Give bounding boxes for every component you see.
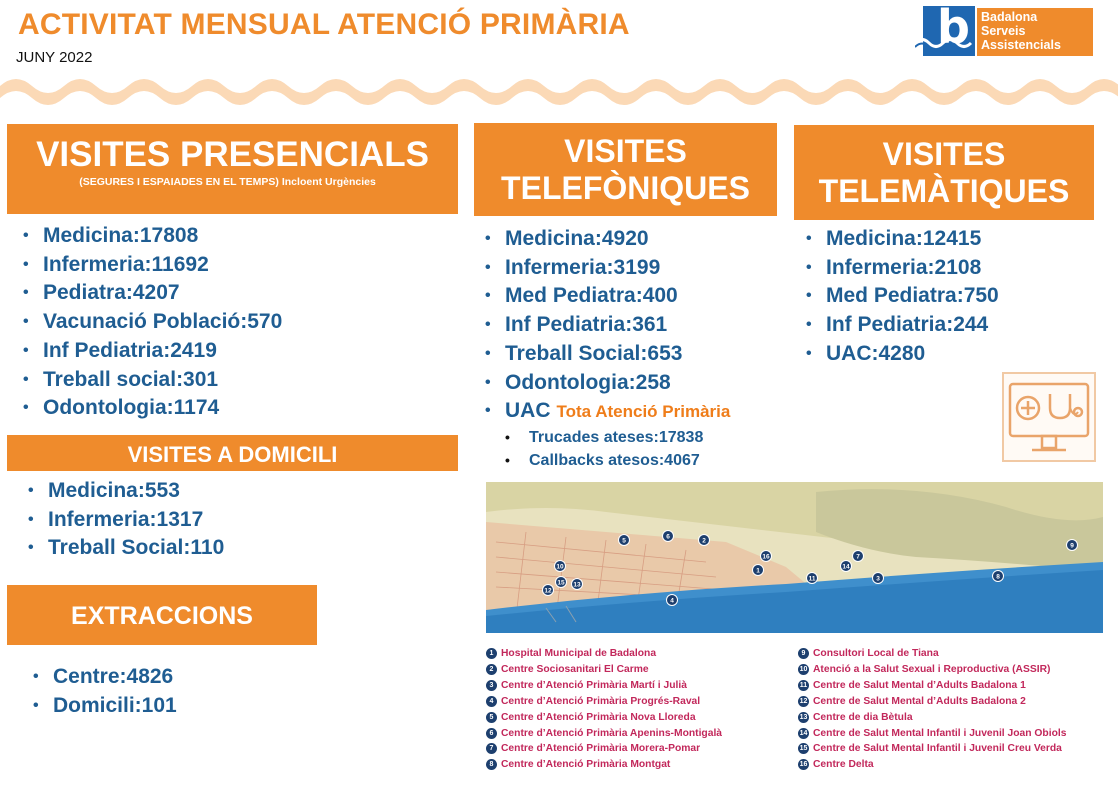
list-item: • Infermeria:11692 (23, 251, 282, 280)
map-marker (619, 535, 630, 546)
svg-text:9: 9 (1070, 542, 1074, 550)
telematiques-list (806, 225, 999, 369)
list-item: • Medicina:553 (28, 477, 224, 506)
presencials-header (7, 124, 458, 214)
legend-label: Centre d’Atenció Primària Apenins-Montigalà (501, 727, 723, 739)
legend-item (486, 646, 722, 662)
svg-text:6: 6 (666, 533, 670, 541)
legend-item (486, 741, 722, 757)
decorative-wave (0, 72, 1118, 106)
svg-text:2: 2 (702, 537, 706, 545)
legend-label: Centre d’Atenció Primària Montgat (501, 759, 671, 771)
map-marker (555, 561, 566, 572)
svg-text:15: 15 (557, 579, 565, 587)
logo-line: Assistencials (981, 38, 1061, 52)
legend-number-badge: 11 (799, 681, 808, 689)
map-marker (543, 585, 554, 596)
legend-item (486, 726, 722, 742)
map-marker (761, 551, 772, 562)
svg-text:1: 1 (756, 567, 760, 575)
list-item: • Odontologia:258 (485, 369, 730, 398)
legend-item (798, 662, 1066, 678)
presencials-note: (SEGURES I ESPAIADES EN EL TEMPS) Incloent Urgències (79, 176, 376, 188)
map-marker (841, 561, 852, 572)
legend-item (486, 678, 722, 694)
map-marker (873, 573, 884, 584)
legend-item (798, 741, 1066, 757)
legend-label: Centre de Salut Mental Infantil i Juvenil Joan Obiols (813, 727, 1067, 739)
legend-number-badge: 4 (486, 696, 497, 707)
map-marker (807, 573, 818, 584)
svg-text:13: 13 (573, 581, 581, 589)
legend-item (486, 662, 722, 678)
svg-text:4: 4 (670, 597, 674, 605)
legend-number-badge: 3 (486, 680, 497, 691)
map-marker (993, 571, 1004, 582)
legend-item (486, 710, 722, 726)
extraccions-header: EXTRACCIONS (7, 585, 317, 645)
list-item: • Pediatra:4207 (23, 279, 282, 308)
svg-text:11: 11 (808, 575, 816, 583)
uac-sublist (505, 426, 703, 472)
legend-number-badge: 12 (799, 697, 808, 705)
list-item: • Medicina:4920 (485, 225, 730, 254)
page-subtitle: JUNY 2022 (16, 49, 93, 66)
legend-label: Centre d’Atenció Primària Nova Lloreda (501, 711, 696, 723)
presencials-list (23, 222, 282, 423)
list-item: • Medicina:17808 (23, 222, 282, 251)
logo-text (977, 8, 1093, 56)
legend-item (798, 710, 1066, 726)
legend-label: Centre de Salut Mental Infantil i Juvenil Creu Verda (813, 743, 1062, 755)
legend-item (798, 757, 1066, 773)
legend-number-badge: 2 (486, 664, 497, 675)
svg-text:12: 12 (544, 587, 552, 595)
legend-item (486, 694, 722, 710)
list-item: • Callbacks atesos:4067 (505, 449, 703, 472)
list-item: • Vacunació Població:570 (23, 308, 282, 337)
map-marker (572, 579, 583, 590)
legend-label: Consultori Local de Tiana (813, 648, 939, 659)
list-item: • Med Pediatra:750 (806, 282, 999, 311)
legend-item (798, 726, 1066, 742)
list-item-uac (485, 397, 730, 427)
logo-waves-icon (915, 36, 975, 50)
map-marker (1067, 540, 1078, 551)
list-item: • Infermeria:2108 (806, 254, 999, 283)
legend-number-badge: 13 (799, 713, 808, 721)
telehealth-monitor-icon (1002, 372, 1096, 462)
map-marker (667, 595, 678, 606)
legend-label: Atenció a la Salut Sexual i Reproductiva (ASSIR) (813, 663, 1051, 675)
uac-extra: Tota Atenció Primària (556, 402, 731, 422)
list-item: • Inf Pediatria:361 (485, 311, 730, 340)
badalona-map (486, 482, 1103, 633)
svg-text:5: 5 (622, 537, 626, 545)
logo-letter: b (937, 0, 970, 54)
map-marker (556, 577, 567, 588)
telematiques-title-line1: VISITES (882, 136, 1006, 172)
badalona-logo (923, 0, 1093, 58)
list-item: • Trucades ateses:17838 (505, 426, 703, 449)
legend-label: Centre Sociosanitari El Carme (501, 663, 649, 675)
uac-label: UAC (505, 399, 551, 423)
list-item: • Treball Social:110 (28, 534, 224, 563)
legend-number-badge: 9 (798, 648, 809, 659)
map-marker (699, 535, 710, 546)
domicili-header: VISITES A DOMICILI (7, 435, 458, 471)
logo-line: Badalona (981, 10, 1038, 24)
telematiques-title-line2: TELEMÀTIQUES (818, 173, 1070, 209)
legend-number-badge: 8 (486, 759, 497, 770)
legend-label: Centre de Salut Mental d’Adults Badalona 1 (813, 679, 1026, 691)
list-item: • Medicina:12415 (806, 225, 999, 254)
legend-number-badge: 7 (486, 743, 497, 754)
legend-label: Centre de dia Bètula (813, 711, 913, 723)
map-marker (663, 531, 674, 542)
telefoniques-title-line1: VISITES (564, 133, 687, 169)
legend-label: Centre d’Atenció Primària Martí i Julià (501, 679, 687, 691)
svg-text:3: 3 (876, 575, 880, 583)
list-item: • Centre:4826 (33, 663, 177, 692)
svg-text:14: 14 (842, 563, 850, 571)
page-title: ACTIVITAT MENSUAL ATENCIÓ PRIMÀRIA (18, 8, 630, 41)
legend-label: Centre d’Atenció Primària Morera-Pomar (501, 743, 701, 755)
legend-right (798, 646, 1066, 773)
list-item: • Med Pediatra:400 (485, 282, 730, 311)
svg-text:16: 16 (762, 553, 770, 561)
telefoniques-header (474, 123, 777, 216)
list-item: • Infermeria:3199 (485, 254, 730, 283)
domicili-list (28, 477, 224, 563)
legend-number-badge: 10 (799, 665, 808, 673)
legend-number-badge: 1 (486, 648, 497, 659)
list-item: • Inf Pediatria:244 (806, 311, 999, 340)
map-marker (753, 565, 764, 576)
list-item: • Inf Pediatria:2419 (23, 337, 282, 366)
svg-text:8: 8 (996, 573, 1000, 581)
list-item: • UAC:4280 (806, 340, 999, 369)
legend-item (798, 694, 1066, 710)
legend-label: Hospital Municipal de Badalona (501, 648, 657, 659)
legend-label: Centre d’Atenció Primària Progrés-Raval (501, 695, 701, 707)
list-item: • Treball Social:653 (485, 340, 730, 369)
list-item: • Odontologia:1174 (23, 394, 282, 423)
list-item: • Domicili:101 (33, 692, 177, 721)
telefoniques-list (485, 225, 730, 427)
list-item: • Infermeria:1317 (28, 506, 224, 535)
presencials-title: VISITES PRESENCIALS (36, 135, 429, 174)
legend-number-badge: 15 (799, 745, 808, 753)
legend-item (798, 646, 1066, 662)
legend-number-badge: 6 (486, 728, 497, 739)
legend-item (798, 678, 1066, 694)
telematiques-header (794, 125, 1094, 220)
legend-label: Centre de Salut Mental d’Adults Badalona 2 (813, 695, 1026, 707)
extraccions-list (33, 663, 177, 720)
legend-left (486, 646, 722, 773)
logo-line: Serveis (981, 24, 1026, 38)
telefoniques-title-line2: TELEFÒNIQUES (501, 170, 750, 206)
legend-item (486, 757, 722, 773)
legend-number-badge: 16 (799, 761, 808, 769)
legend-label: Centre Delta (813, 759, 874, 771)
list-item: • Treball social:301 (23, 366, 282, 395)
legend-number-badge: 14 (799, 729, 808, 737)
legend-number-badge: 5 (486, 712, 497, 723)
svg-text:10: 10 (556, 563, 564, 571)
map-marker (853, 551, 864, 562)
svg-text:7: 7 (856, 553, 860, 561)
stethoscope-icon (1004, 374, 1094, 460)
